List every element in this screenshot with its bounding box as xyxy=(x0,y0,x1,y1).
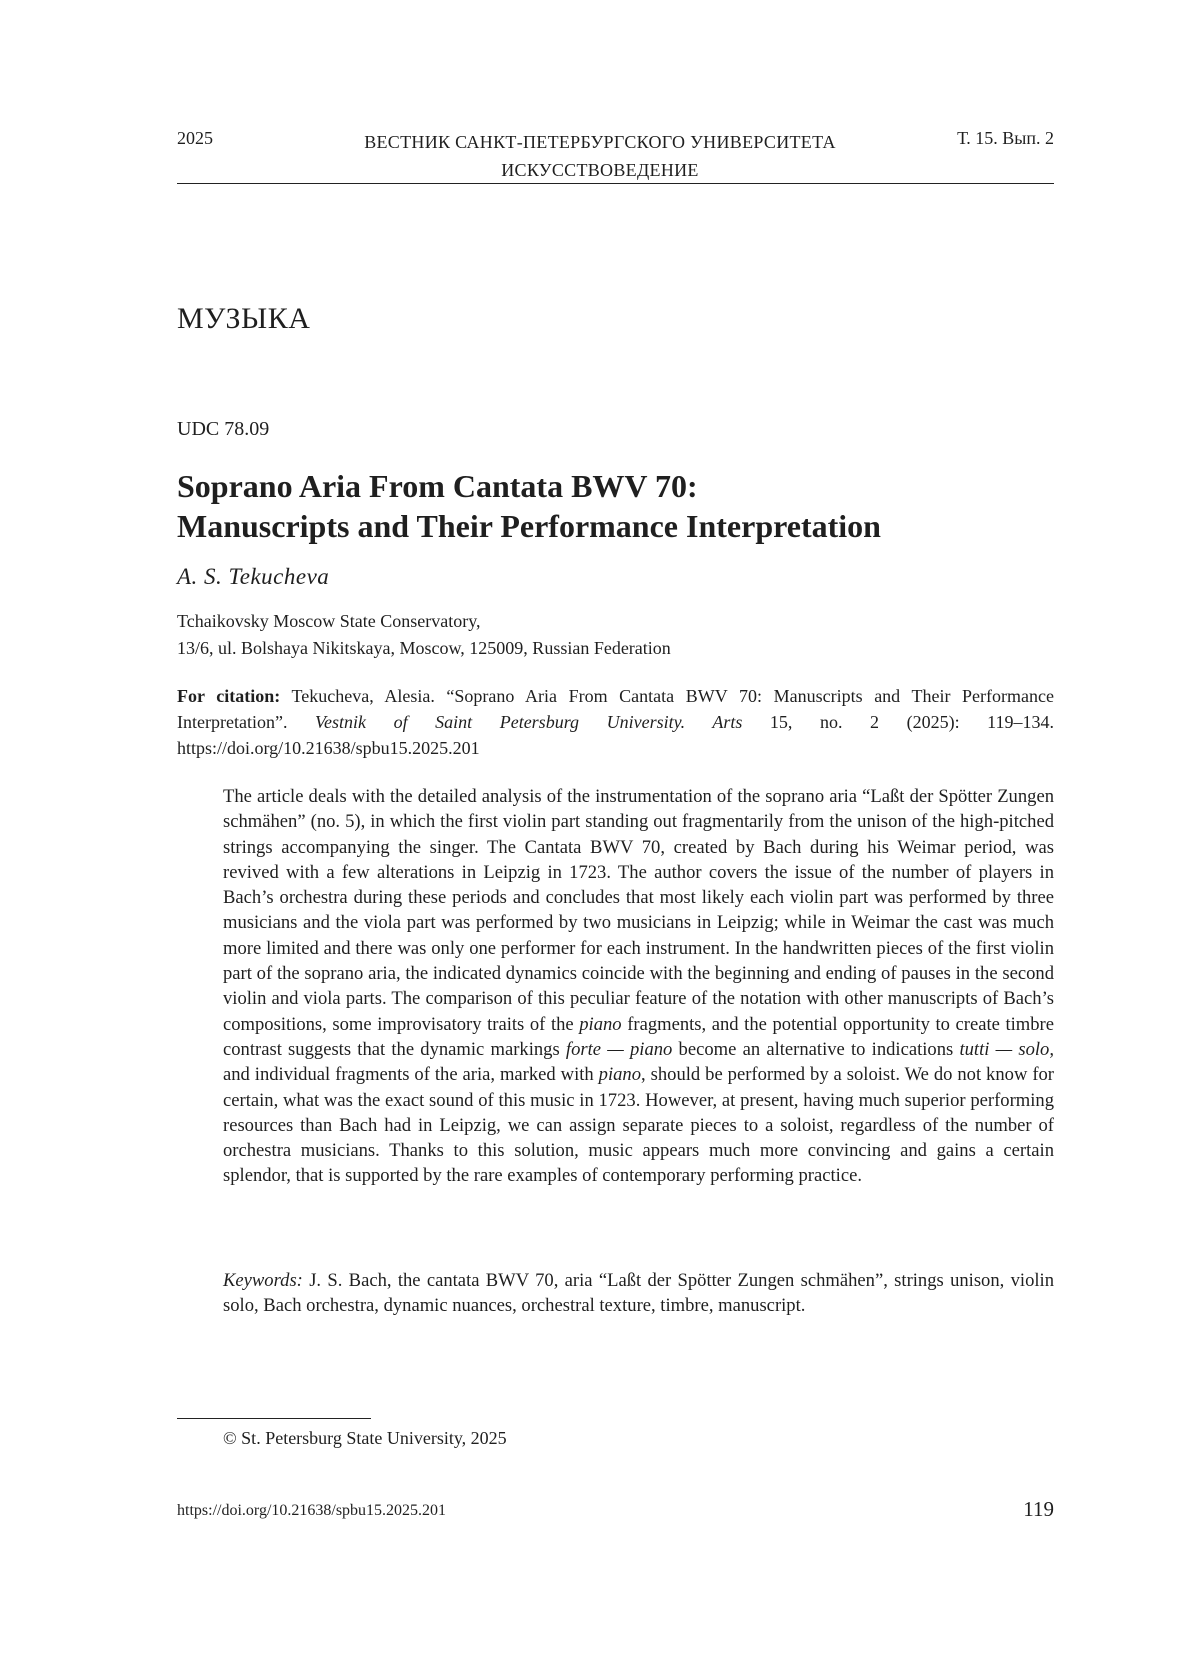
article-title-line2: Manuscripts and Their Performance Interpretation xyxy=(177,508,881,544)
copyright-notice: © St. Petersburg State University, 2025 xyxy=(223,1428,507,1448)
citation-text: Tekucheva, Alesia. “Soprano Aria From Cantata BWV 70: Manuscripts and Their Performance Interpretation”. xyxy=(177,686,1054,732)
keywords xyxy=(223,1268,1054,1319)
citation-block xyxy=(177,683,1054,761)
udc-code: UDC 78.09 xyxy=(177,418,270,440)
footer-doi-link[interactable]: https://doi.org/10.21638/spbu15.2025.201 xyxy=(177,1502,447,1519)
abstract-text: become an alternative to indications xyxy=(672,1038,960,1060)
affiliation xyxy=(177,608,671,662)
abstract-italic: forte — piano xyxy=(565,1038,673,1060)
journal-name-line1: ВЕСТНИК САНКТ-ПЕТЕРБУРГСКОГО УНИВЕРСИТЕТА xyxy=(364,132,836,152)
footnote-rule xyxy=(177,1418,371,1419)
page-number: 119 xyxy=(1023,1497,1054,1521)
abstract-italic: piano xyxy=(579,1013,622,1035)
abstract-text: fragments, and the potential opportunity to create timbre contrast suggests that the dynamic markings xyxy=(223,1013,1054,1060)
keywords-text: J. S. Bach, the cantata BWV 70, aria “Laßt der Spötter Zungen schmähen”, strings unison, violin solo, Bach orchestra, dynamic nuances, orchestral texture, timbre, manuscript. xyxy=(223,1270,1054,1317)
article-title-line1: Soprano Aria From Cantata BWV 70: xyxy=(177,468,698,504)
abstract-italic: tutti — solo, xyxy=(959,1038,1054,1060)
journal-name xyxy=(300,128,900,184)
abstract-text: and individual fragments of the aria, marked with xyxy=(223,1064,599,1086)
header-rule xyxy=(177,183,1054,184)
abstract-italic: piano xyxy=(598,1064,642,1086)
citation-doi-link[interactable]: https://doi.org/10.21638/spbu15.2025.201 xyxy=(177,738,480,758)
header-year: 2025 xyxy=(177,128,213,148)
abstract xyxy=(223,784,1054,1189)
abstract-text: The article deals with the detailed analysis of the instrumentation of the soprano aria “Laßt der Spötter Zungen schmähen” (no. 5), in which the first violin part standing out fragmentarily from the unison of the high-pitched strings accompanying the singer. The Cantata BWV 70, created by Bach during his Weimar period, was revived with a few alterations in Leipzig in 1723. The author covers the issue of the number of players in Bach’s orchestra during these periods and concludes that most likely each violin part was performed by three musicians and the viola part was performed by two musicians in Leipzig; while in Weimar the cast was much more limited and there was only one performer for each instrument. In the handwritten pieces of the first violin part of the soprano aria, the indicated dynamics coincide with the beginning and ending of pauses in the second violin and viola parts. The comparison of this peculiar feature of the notation with other manuscripts of Bach’s compositions, some improvisatory traits of the xyxy=(223,786,1054,1035)
abstract-text: , should be performed by a soloist. We do not know for certain, what was the exact sound of this music in 1723. However, at present, having much superior performing resources than Bach had in Leipzig, we can assign separate pieces to a soloist, regardless of the number of orchestra musicians. Thanks to this solution, music appears much more convincing and gains a certain splendor, that is supported by the rare examples of contemporary performing practice. xyxy=(223,1064,1055,1187)
citation-journal: Vestnik of Saint Petersburg University. Arts xyxy=(315,712,743,732)
keywords-label: Keywords: xyxy=(223,1270,303,1291)
author-name: A. S. Tekucheva xyxy=(177,564,330,589)
header-volume: Т. 15. Вып. 2 xyxy=(957,128,1054,148)
citation-label: For citation: xyxy=(177,686,281,706)
journal-name-line2: ИСКУССТВОВЕДЕНИЕ xyxy=(501,160,699,180)
section-heading: МУЗЫКА xyxy=(177,302,311,335)
citation-volume: 15, no. 2 (2025): 119–134. xyxy=(742,712,1054,732)
affiliation-line2: 13/6, ul. Bolshaya Nikitskaya, Moscow, 125009, Russian Federation xyxy=(177,638,671,658)
affiliation-line1: Tchaikovsky Moscow State Conservatory, xyxy=(177,611,481,631)
article-title xyxy=(177,466,881,546)
